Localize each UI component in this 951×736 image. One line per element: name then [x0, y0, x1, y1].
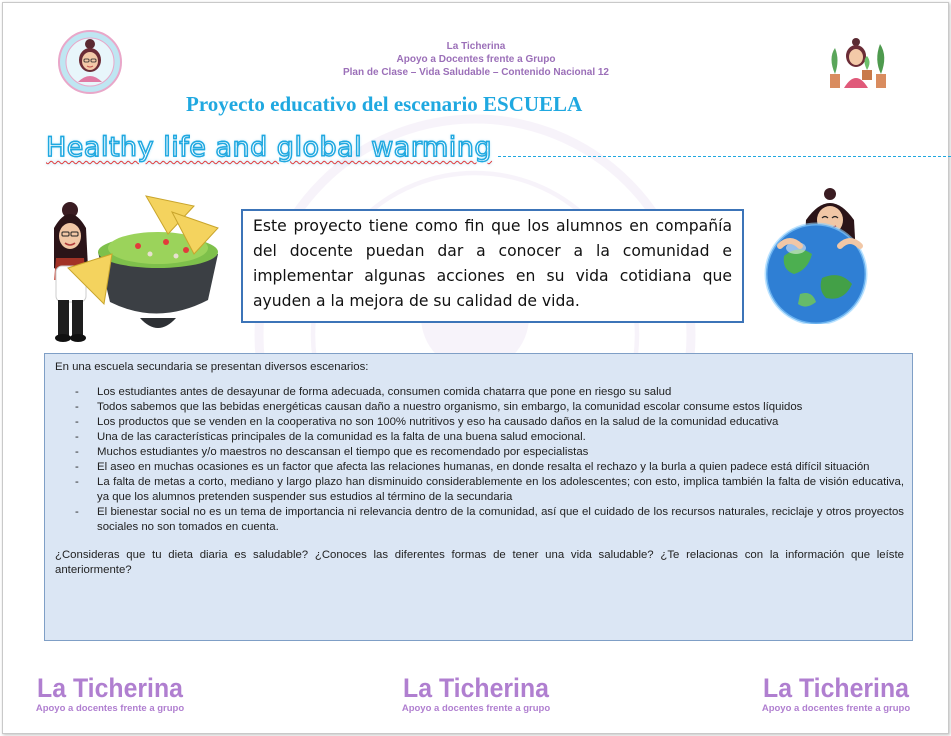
girl-with-plants-icon: [826, 30, 890, 94]
main-heading-text: Healthy life and global warming: [46, 132, 493, 163]
list-item: - Todos sabemos que las bebidas energéticas causan daño a nuestro organismo, sin embargo, la comunidad escolar consume estos líquidos: [55, 400, 904, 415]
header-line-3: Plan de Clase – Vida Saludable – Contenido Nacional 12: [342, 67, 609, 78]
heading-dashed-rule: [498, 156, 951, 157]
girl-with-guacamole-illustration: [48, 188, 224, 346]
intro-text: Este proyecto tiene como fin que los alumnos en compañía del docente puedan dar a conocer a la comunidad e implementar algunas acciones en su vida cotidiana que ayuden a la mejora de su calidad de vida.: [253, 217, 732, 310]
footer-brand-right: [756, 673, 916, 714]
header-line-1: La Ticherina: [446, 41, 506, 52]
scenarios-intro: En una escuela secundaria se presentan diversos escenarios:: [55, 361, 369, 373]
list-item: - El aseo en muchas ocasiones es un factor que afecta las relaciones humanas, en donde resalta el rechazo y la burla a quien padece está difícil situación: [55, 460, 904, 475]
brand-name: La Ticherina: [403, 673, 549, 703]
brand-name: La Ticherina: [37, 673, 183, 703]
footer-brand-center: [396, 673, 556, 714]
list-item: - Muchos estudiantes y/o maestros no descansan el tiempo que es recomendado por especialistas: [55, 445, 904, 460]
scenarios-box: [44, 353, 913, 641]
brand-tagline: Apoyo a docentes frente a grupo: [761, 703, 911, 714]
list-item: - El bienestar social no es un tema de importancia ni relevancia dentro de la comunidad, así que el cuidado de los recursos naturales, reciclaje y otros proyectos sociales no son tomados en cuenta.: [55, 505, 904, 535]
main-heading: [46, 132, 910, 168]
scenarios-list: [55, 385, 904, 535]
brand-tagline: Apoyo a docentes frente a grupo: [401, 703, 551, 714]
document-header: [300, 40, 652, 79]
project-title: Proyecto educativo del escenario ESCUELA: [186, 92, 583, 116]
list-item: - Los productos que se venden en la cooperativa no son 100% nutritivos y eso ha causado daños en la salud de la comunidad educativa: [55, 415, 904, 430]
list-item: - Los estudiantes antes de desayunar de forma adecuada, consumen comida chatarra que pone en riesgo su salud: [55, 385, 904, 400]
footer-brand-left: [30, 673, 190, 714]
brand-name: La Ticherina: [763, 673, 909, 703]
reflection-questions: ¿Consideras que tu dieta diaria es saludable? ¿Conoces las diferentes formas de tener una vida saludable? ¿Te relacionas con la información que leíste anteriormente?: [55, 549, 904, 576]
header-line-2: Apoyo a Docentes frente a Grupo: [396, 54, 556, 65]
brand-tagline: Apoyo a docentes frente a grupo: [35, 703, 185, 714]
list-item: - La falta de metas a corto, mediano y largo plazo han disminuido considerablemente en los adolescentes; con esto, implica también la falta de visión educativa, ya que los alumnos pretenden suspender sus estudios al término de la secundaria: [55, 475, 904, 505]
la-ticherina-badge-logo: [58, 30, 122, 94]
list-item: - Una de las características principales de la comunidad es la falta de una buena salud emocional.: [55, 430, 904, 445]
intro-box: [241, 209, 744, 323]
girl-hugging-earth-illustration: [760, 186, 872, 324]
